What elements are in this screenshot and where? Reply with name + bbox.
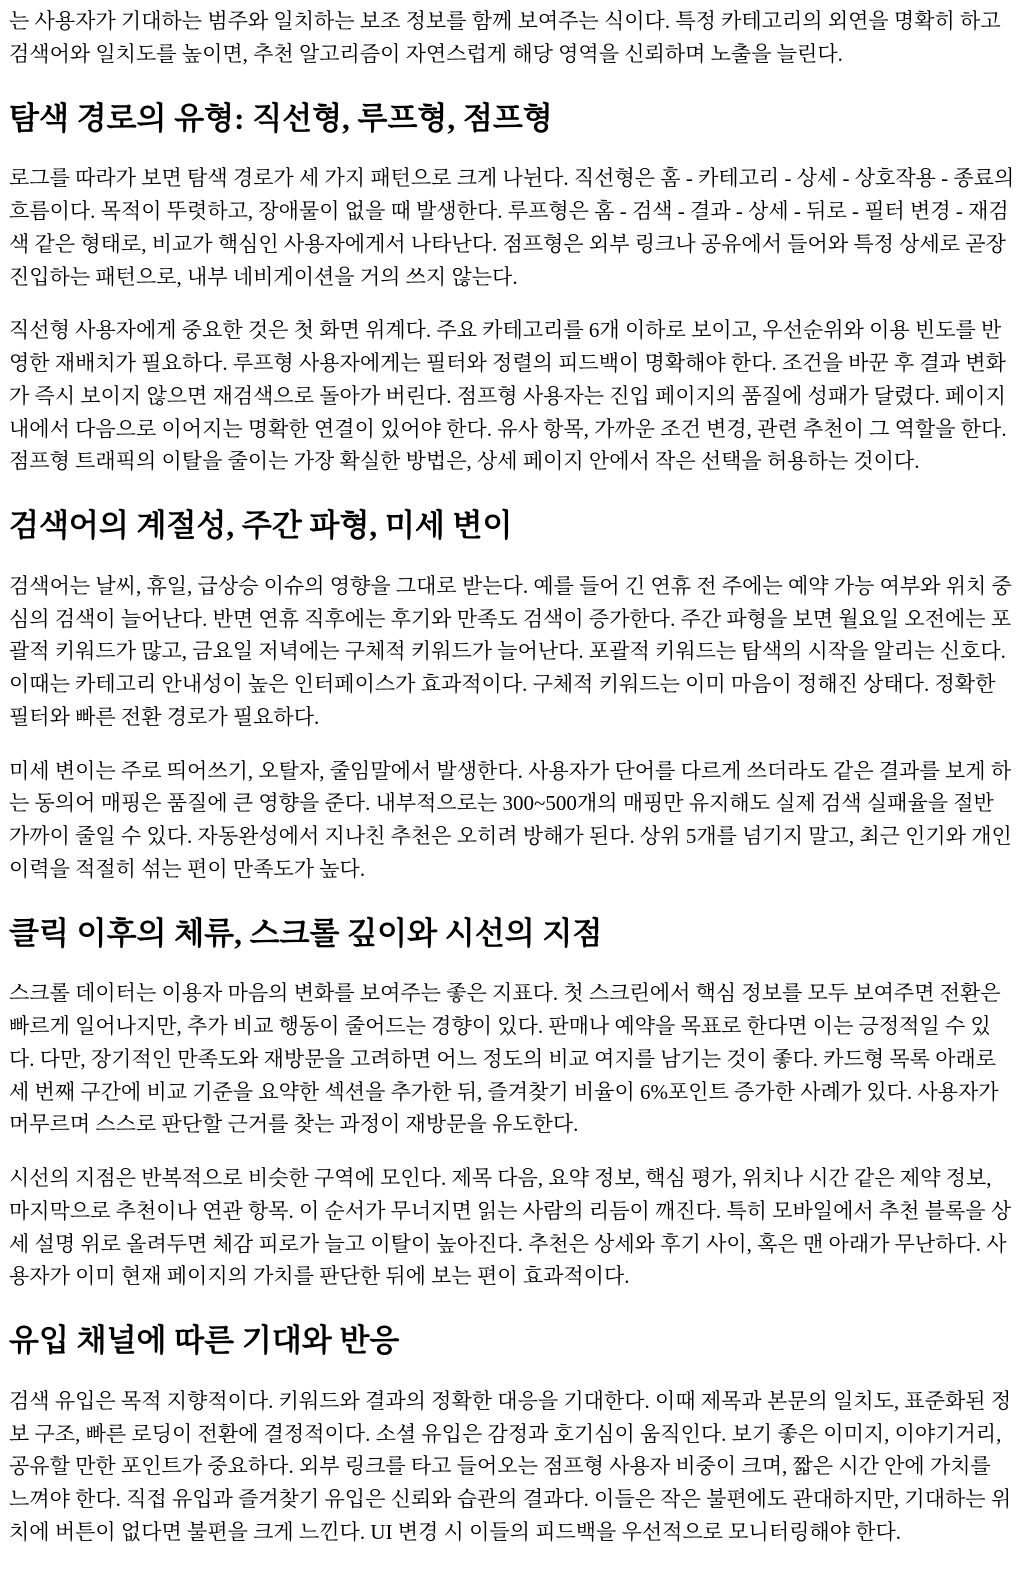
paragraph-path-patterns: 로그를 따라가 보면 탐색 경로가 세 가지 패턴으로 크게 나뉜다. 직선형은 홈 - 카테고리 - 상세 - 상호작용 - 종료의 흐름이다. 목적이 뚜렷하고, 장애물이 없을 때 발생한다. 루프형은 홈 - 검색 - 결과 - 상세 - 뒤로 - 필터 변경 - 재검색 같은 형태로, 비교가 핵심인 사용자에게서 나타난다. 점프형은 외부 링크나 공유에서 들어와 특정 상세로 곧장 진입하는 패턴으로, 내부 네비게이션을 거의 쓰지 않는다.	[9, 166, 1015, 289]
section-heading-search-term-seasonality: 검색어의 계절성, 주간 파형, 미세 변이	[9, 508, 513, 543]
paragraph-channel-expectations: 검색 유입은 목적 지향적이다. 키워드와 결과의 정확한 대응을 기대한다. 이때 제목과 본문의 일치도, 표준화된 정보 구조, 빠른 로딩이 전환에 결정적이다. 소셜 유입은 감정과 호기심이 움직인다. 보기 좋은 이미지, 이야기거리, 공유할 만한 포인트가 중요하다. 외부 링크를 타고 들어오는 점프형 사용자 비중이 크며, 짧은 시간 안에 가치를 느껴야 한다. 직접 유입과 즐겨찾기 유입은 신뢰와 습관의 결과다. 이들은 작은 불편에도 관대하지만, 기대하는 위치에 버튼이 없다면 불편을 크게 느낀다. UI 변경 시 이들의 피드백을 우선적으로 모니터링해야 한다.	[9, 1388, 1012, 1544]
section-heading-exploration-path-types: 탐색 경로의 유형: 직선형, 루프형, 점프형	[9, 100, 553, 136]
paragraph-gaze-points: 시선의 지점은 반복적으로 비슷한 구역에 모인다. 제목 다음, 요약 정보, 핵심 평가, 위치나 시간 같은 제약 정보, 마지막으로 추천이나 연관 항목. 이 순서가 무너지면 읽는 사람의 리듬이 깨진다. 특히 모바일에서 추천 블록을 상세 설명 위로 올려두면 체감 피로가 늘고 이탈이 높아진다. 추천은 상세와 후기 사이, 혹은 맨 아래가 무난하다. 사용자가 이미 현재 페이지의 가치를 판단한 뒤에 보는 편이 효과적이다.	[9, 1166, 1012, 1289]
paragraph-seasonality: 검색어는 날씨, 휴일, 급상승 이슈의 영향을 그대로 받는다. 예를 들어 긴 연휴 전 주에는 예약 가능 여부와 위치 중심의 검색이 늘어난다. 반면 연휴 직후에는 후기와 만족도 검색이 증가한다. 주간 파형을 보면 월요일 오전에는 포괄적 키워드가 많고, 금요일 저녁에는 구체적 키워드가 늘어난다. 포괄적 키워드는 탐색의 시작을 알리는 신호다. 이때는 카테고리 안내성이 높은 인터페이스가 효과적이다. 구체적 키워드는 이미 마음이 정해진 상태다. 정확한 필터와 빠른 전환 경로가 필요하다.	[9, 573, 1012, 729]
section-heading-dwell-scroll-gaze: 클릭 이후의 체류, 스크롤 깊이와 시선의 지점	[9, 915, 603, 951]
paragraph-scroll-depth: 스크롤 데이터는 이용자 마음의 변화를 보여주는 좋은 지표다. 첫 스크린에서 핵심 정보를 모두 보여주면 전환은 빠르게 일어나지만, 추가 비교 행동이 줄어드는 경향이 있다. 판매나 예약을 목표로 한다면 이는 긍정적일 수 있다. 다만, 장기적인 만족도와 재방문을 고려하면 어느 정도의 비교 여지를 남기는 것이 좋다. 카드형 목록 아래로 세 번째 구간에 비교 기준을 요약한 섹션을 추가한 뒤, 즐겨찾기 비율이 6%포인트 증가한 사례가 있다. 사용자가 머무르며 스스로 판단할 근거를 찾는 과정이 재방문을 유도한다.	[9, 981, 1001, 1137]
paragraph-path-user-needs: 직선형 사용자에게 중요한 것은 첫 화면 위계다. 주요 카테고리를 6개 이하로 보이고, 우선순위와 이용 빈도를 반영한 재배치가 필요하다. 루프형 사용자에게는 필터와 정렬의 피드백이 명확해야 한다. 조건을 바꾼 후 결과 변화가 즉시 보이지 않으면 재검색으로 돌아가 버린다. 점프형 사용자는 진입 페이지의 품질에 성패가 달렸다. 페이지 내에서 다음으로 이어지는 명확한 연결이 있어야 한다. 유사 항목, 가까운 조건 변경, 관련 추천이 그 역할을 한다. 점프형 트래픽의 이탈을 줄이는 가장 확실한 방법은, 상세 페이지 안에서 작은 선택을 허용하는 것이다.	[9, 318, 1007, 474]
paragraph-intro-continuation: 는 사용자가 기대하는 범주와 일치하는 보조 정보를 함께 보여주는 식이다. 특정 카테고리의 외연을 명확히 하고 검색어와 일치도를 높이면, 추천 알고리즘이 자연스럽게 해당 영역을 신뢰하며 노출을 늘린다.	[9, 9, 1001, 66]
section-heading-inflow-channels: 유입 채널에 따른 기대와 반응	[9, 1323, 400, 1358]
paragraph-micro-variations: 미세 변이는 주로 띄어쓰기, 오탈자, 줄임말에서 발생한다. 사용자가 단어를 다르게 쓰더라도 같은 결과를 보게 하는 동의어 매핑은 품질에 큰 영향을 준다. 내부적으로는 300~500개의 매핑만 유지해도 실제 검색 실패율을 절반 가까이 줄일 수 있다. 자동완성에서 지나친 추천은 오히려 방해가 된다. 상위 5개를 넘기지 말고, 최근 인기와 개인 이력을 적절히 섞는 편이 만족도가 높다.	[9, 758, 1012, 881]
